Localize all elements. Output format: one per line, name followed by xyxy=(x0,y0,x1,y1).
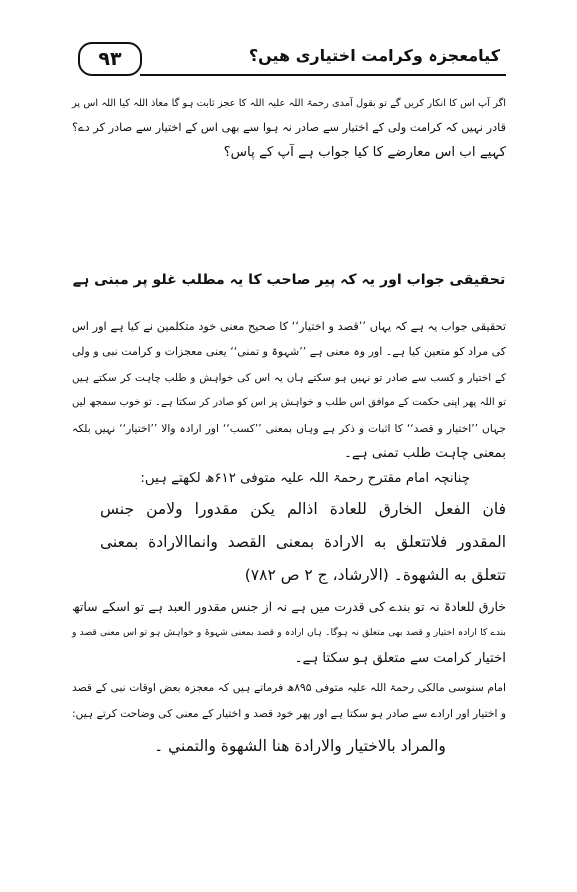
citation-line: چنانچہ امام مقترح رحمۃ اللہ علیہ متوفی ۶۱۲ھ لکھتے ہیں: xyxy=(140,471,470,486)
para1-line: کہیے اب اس معارضے کا کیا جواب ہے آپ کے پاس؟ xyxy=(223,145,506,160)
para2-line: جہاں ’’اختیار و قصد‘‘ کا اثبات و ذکر ہے وہاں بمعنی ’’کسب‘‘ اور ارادہ والا ’’اختیار‘‘ نہیں بلکہ xyxy=(72,422,506,435)
para2-line: کے اختیار و کسب سے صادر تو نہیں ہو سکتے ہاں یہ اس کی خواہش و طلب چاہت کر سکتے ہیں xyxy=(72,372,506,384)
arabic-quote-line: المقدور فلاتتعلق به الارادة بمعنى القصد وانماالارادة بمعنى xyxy=(100,533,506,551)
para1-line: اگر آپ اس کا انکار کریں گے تو بقول آمدی رحمۃ اللہ علیہ اللہ کا عجز ثابت ہو گا معاذ اللہ کیا اللہ اس پر xyxy=(72,98,506,109)
arabic-quote-line: تتعلق به الشهوة۔ (الارشاد، ج ۲ ص ۷۸۲) xyxy=(244,566,506,584)
para1-line: قادر نہیں کہ کرامت ولی کے اختیار سے صادر نہ ہوا سے بھی اس کے اختیار سے صادر کر دے؟ xyxy=(72,121,506,134)
para2-line: بمعنی چاہت طلب تمنی ہے۔ xyxy=(344,446,506,461)
page-number: ٩٣ xyxy=(78,42,142,76)
running-title: کیامعجزہ وکرامت اختیاری ھیں؟ xyxy=(248,46,500,65)
section-heading: تحقیقی جواب اور یہ کہ پیر صاحب کا یہ مطلب غلو پر مبنی ہے xyxy=(72,272,506,288)
para4-line: امام سنوسی مالکی رحمۃ اللہ علیہ متوفی ۸۹۵ھ فرماتے ہیں کہ معجزہ بعض اوقات نبی کے قصد xyxy=(72,681,506,694)
para3-line: اختیار کرامت سے متعلق ہو سکتا ہے۔ xyxy=(294,651,506,666)
para3-line: خارق للعادۃ نہ تو بندے کی قدرت میں ہے نہ از جنس مقدور العبد ہے تو اسکے ساتھ xyxy=(72,599,506,614)
para2-line: کی مراد کو متعین کیا ہے۔ اور وہ معنی ہے ’’شہوۃ و تمنی‘‘ یعنی معجزات و کرامت نبی و ولی xyxy=(72,345,506,358)
arabic-quote-line: فان الفعل الخارق للعادة اذالم يكن مقدورا ولامن جنس xyxy=(100,500,506,518)
para3-line: بندے کا ارادہ اختیار و قصد بھی متعلق نہ ہوگا۔ ہاں ارادہ و قصد بمعنی شہوۃ و خواہش ہو تو اس معنی قصد و xyxy=(72,627,506,638)
para2-line: تحقیقی جواب یہ ہے کہ یہاں ’’قصد و اختیار‘‘ کا صحیح معنی خود متکلمین نے کیا ہے اور اس xyxy=(72,320,506,333)
header-rule xyxy=(140,74,506,76)
para4-line: و اختیار اور ارادے سے صادر ہو سکتا ہے اور پھر خود قصد و اختیار کے معنی کی وضاحت کرتے ہیں: xyxy=(71,707,506,720)
arabic-quote-line: والمراد بالاختيار والارادة هنا الشهوة والتمني ۔ xyxy=(154,737,446,755)
page-header xyxy=(72,40,506,80)
para2-line: تو اللہ پھر اپنی حکمت کے موافق اس طلب و خواہش پر اس کو صادر کر سکتا ہے۔ تو خوب سمجھ لیں xyxy=(72,397,506,408)
